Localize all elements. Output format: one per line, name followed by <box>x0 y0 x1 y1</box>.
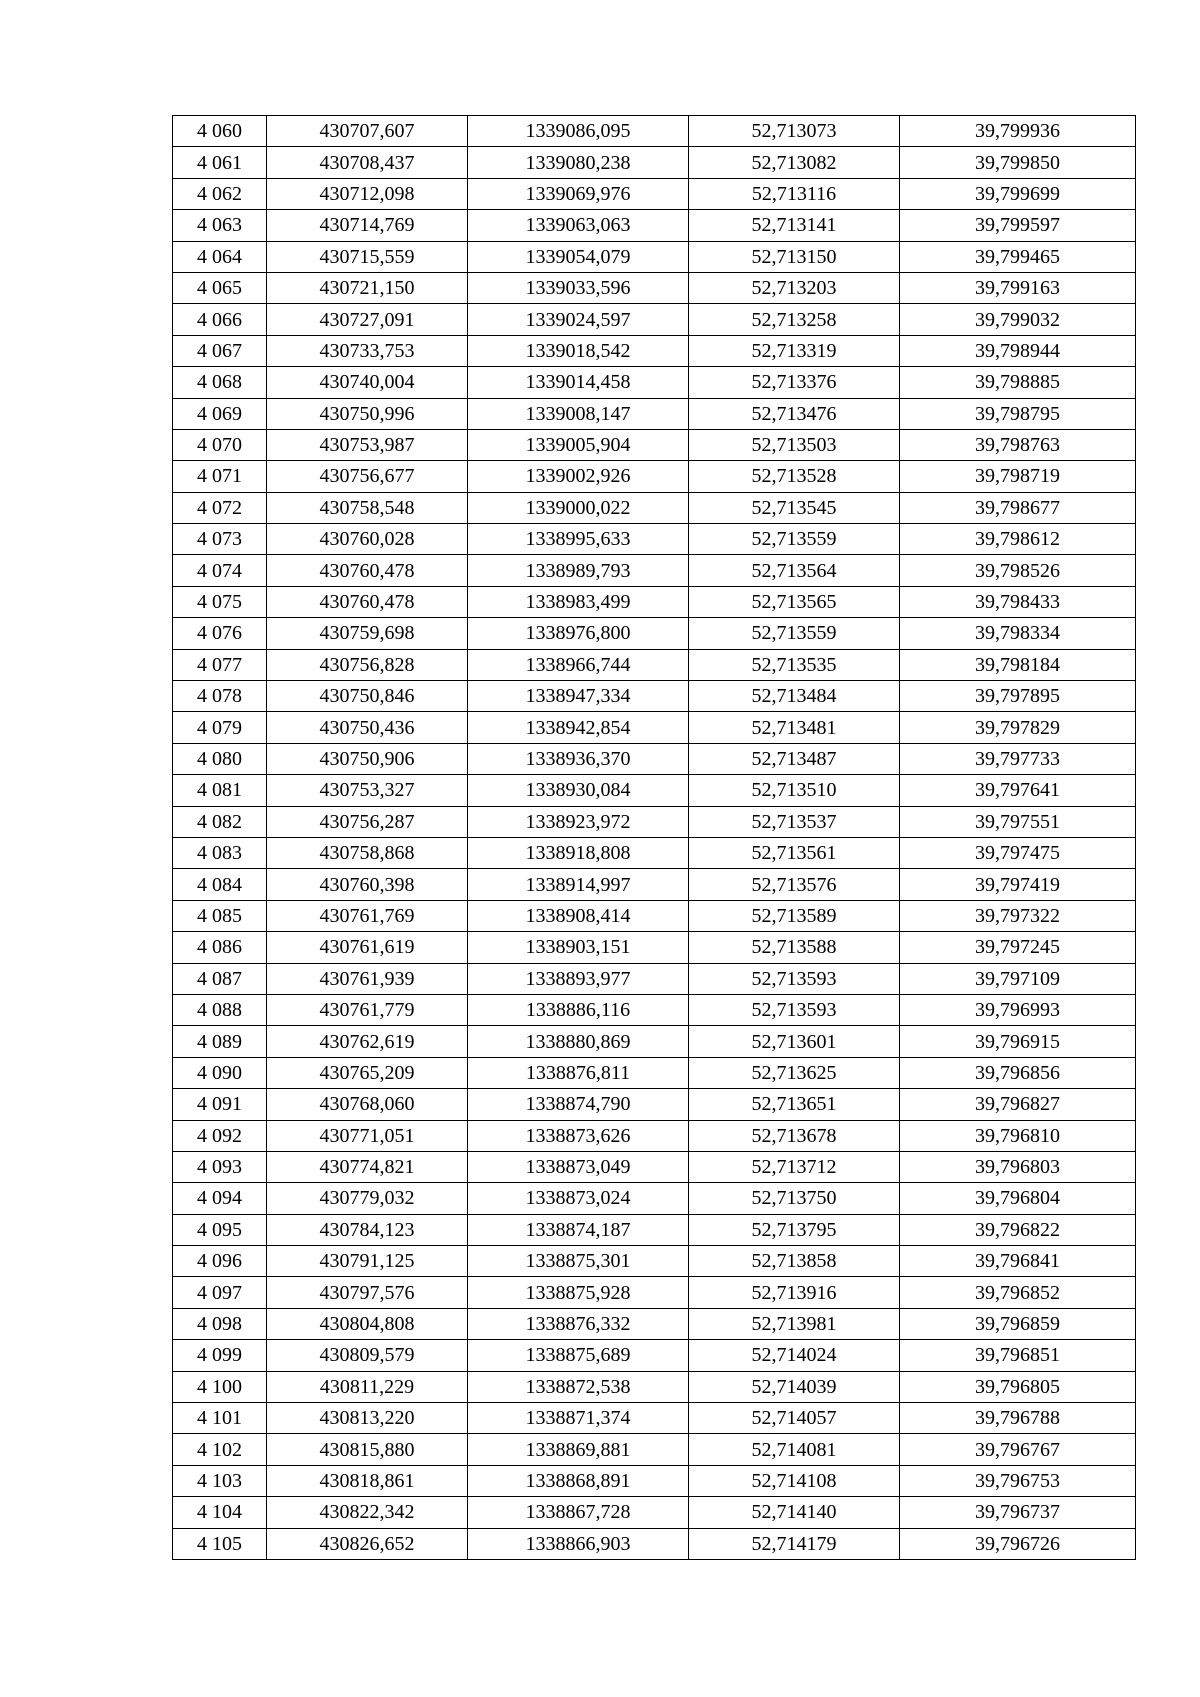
point-number-cell: 4 066 <box>173 304 267 335</box>
latitude-cell: 52,713588 <box>689 932 900 963</box>
y-coordinate-cell: 1338867,728 <box>468 1497 689 1528</box>
y-coordinate-cell: 1338947,334 <box>468 681 689 712</box>
y-coordinate-cell: 1338871,374 <box>468 1403 689 1434</box>
table-row <box>173 712 1136 743</box>
table-row <box>173 461 1136 492</box>
table-row <box>173 775 1136 806</box>
point-number-cell: 4 102 <box>173 1434 267 1465</box>
longitude-cell: 39,799699 <box>900 178 1136 209</box>
latitude-cell: 52,714108 <box>689 1465 900 1496</box>
point-number-cell: 4 071 <box>173 461 267 492</box>
longitude-cell: 39,798795 <box>900 398 1136 429</box>
longitude-cell: 39,796915 <box>900 1026 1136 1057</box>
longitude-cell: 39,799465 <box>900 241 1136 272</box>
table-row <box>173 272 1136 303</box>
latitude-cell: 52,713561 <box>689 837 900 868</box>
point-number-cell: 4 073 <box>173 524 267 555</box>
longitude-cell: 39,797475 <box>900 837 1136 868</box>
latitude-cell: 52,713503 <box>689 429 900 460</box>
longitude-cell: 39,796993 <box>900 994 1136 1025</box>
table-row <box>173 1151 1136 1182</box>
point-number-cell: 4 085 <box>173 900 267 931</box>
point-number-cell: 4 060 <box>173 116 267 147</box>
latitude-cell: 52,713916 <box>689 1277 900 1308</box>
longitude-cell: 39,798677 <box>900 492 1136 523</box>
y-coordinate-cell: 1338966,744 <box>468 649 689 680</box>
latitude-cell: 52,714024 <box>689 1340 900 1371</box>
point-number-cell: 4 074 <box>173 555 267 586</box>
table-row <box>173 524 1136 555</box>
latitude-cell: 52,714039 <box>689 1371 900 1402</box>
longitude-cell: 39,796788 <box>900 1403 1136 1434</box>
longitude-cell: 39,797419 <box>900 869 1136 900</box>
point-number-cell: 4 061 <box>173 147 267 178</box>
longitude-cell: 39,797109 <box>900 963 1136 994</box>
point-number-cell: 4 083 <box>173 837 267 868</box>
y-coordinate-cell: 1338874,790 <box>468 1089 689 1120</box>
y-coordinate-cell: 1338989,793 <box>468 555 689 586</box>
point-number-cell: 4 070 <box>173 429 267 460</box>
y-coordinate-cell: 1338942,854 <box>468 712 689 743</box>
point-number-cell: 4 105 <box>173 1528 267 1559</box>
latitude-cell: 52,713528 <box>689 461 900 492</box>
latitude-cell: 52,713576 <box>689 869 900 900</box>
latitude-cell: 52,713141 <box>689 210 900 241</box>
x-coordinate-cell: 430768,060 <box>267 1089 468 1120</box>
point-number-cell: 4 099 <box>173 1340 267 1371</box>
table-row <box>173 1340 1136 1371</box>
longitude-cell: 39,797829 <box>900 712 1136 743</box>
y-coordinate-cell: 1339008,147 <box>468 398 689 429</box>
x-coordinate-cell: 430822,342 <box>267 1497 468 1528</box>
table-row <box>173 492 1136 523</box>
longitude-cell: 39,798719 <box>900 461 1136 492</box>
y-coordinate-cell: 1339014,458 <box>468 367 689 398</box>
x-coordinate-cell: 430750,906 <box>267 743 468 774</box>
x-coordinate-cell: 430818,861 <box>267 1465 468 1496</box>
longitude-cell: 39,796859 <box>900 1308 1136 1339</box>
point-number-cell: 4 103 <box>173 1465 267 1496</box>
y-coordinate-cell: 1339086,095 <box>468 116 689 147</box>
longitude-cell: 39,799850 <box>900 147 1136 178</box>
table-row <box>173 1183 1136 1214</box>
longitude-cell: 39,798433 <box>900 586 1136 617</box>
point-number-cell: 4 092 <box>173 1120 267 1151</box>
longitude-cell: 39,798763 <box>900 429 1136 460</box>
x-coordinate-cell: 430758,868 <box>267 837 468 868</box>
point-number-cell: 4 086 <box>173 932 267 963</box>
table-row <box>173 963 1136 994</box>
table-row <box>173 1089 1136 1120</box>
longitude-cell: 39,796851 <box>900 1340 1136 1371</box>
longitude-cell: 39,799936 <box>900 116 1136 147</box>
table-row <box>173 586 1136 617</box>
y-coordinate-cell: 1338869,881 <box>468 1434 689 1465</box>
table-row <box>173 900 1136 931</box>
y-coordinate-cell: 1338918,808 <box>468 837 689 868</box>
longitude-cell: 39,798526 <box>900 555 1136 586</box>
table-row <box>173 932 1136 963</box>
y-coordinate-cell: 1339002,926 <box>468 461 689 492</box>
table-row <box>173 618 1136 649</box>
latitude-cell: 52,713750 <box>689 1183 900 1214</box>
point-number-cell: 4 094 <box>173 1183 267 1214</box>
y-coordinate-cell: 1339033,596 <box>468 272 689 303</box>
latitude-cell: 52,713593 <box>689 994 900 1025</box>
y-coordinate-cell: 1338873,049 <box>468 1151 689 1182</box>
table-row <box>173 367 1136 398</box>
y-coordinate-cell: 1338873,024 <box>468 1183 689 1214</box>
latitude-cell: 52,713535 <box>689 649 900 680</box>
latitude-cell: 52,713476 <box>689 398 900 429</box>
table-row <box>173 1026 1136 1057</box>
table-row <box>173 994 1136 1025</box>
y-coordinate-cell: 1339018,542 <box>468 335 689 366</box>
table-row <box>173 743 1136 774</box>
latitude-cell: 52,713712 <box>689 1151 900 1182</box>
y-coordinate-cell: 1338880,869 <box>468 1026 689 1057</box>
x-coordinate-cell: 430740,004 <box>267 367 468 398</box>
point-number-cell: 4 100 <box>173 1371 267 1402</box>
x-coordinate-cell: 430712,098 <box>267 178 468 209</box>
latitude-cell: 52,714179 <box>689 1528 900 1559</box>
x-coordinate-cell: 430815,880 <box>267 1434 468 1465</box>
point-number-cell: 4 087 <box>173 963 267 994</box>
y-coordinate-cell: 1339069,976 <box>468 178 689 209</box>
point-number-cell: 4 088 <box>173 994 267 1025</box>
x-coordinate-cell: 430760,478 <box>267 555 468 586</box>
table-row <box>173 116 1136 147</box>
latitude-cell: 52,713545 <box>689 492 900 523</box>
y-coordinate-cell: 1338872,538 <box>468 1371 689 1402</box>
latitude-cell: 52,713625 <box>689 1057 900 1088</box>
table-row <box>173 1246 1136 1277</box>
table-row <box>173 1277 1136 1308</box>
longitude-cell: 39,796852 <box>900 1277 1136 1308</box>
table-row <box>173 210 1136 241</box>
latitude-cell: 52,713510 <box>689 775 900 806</box>
latitude-cell: 52,713651 <box>689 1089 900 1120</box>
longitude-cell: 39,797245 <box>900 932 1136 963</box>
table-row <box>173 1528 1136 1559</box>
table-row <box>173 681 1136 712</box>
longitude-cell: 39,797551 <box>900 806 1136 837</box>
x-coordinate-cell: 430715,559 <box>267 241 468 272</box>
point-number-cell: 4 091 <box>173 1089 267 1120</box>
y-coordinate-cell: 1338875,301 <box>468 1246 689 1277</box>
x-coordinate-cell: 430813,220 <box>267 1403 468 1434</box>
x-coordinate-cell: 430721,150 <box>267 272 468 303</box>
longitude-cell: 39,797733 <box>900 743 1136 774</box>
point-number-cell: 4 075 <box>173 586 267 617</box>
table-row <box>173 147 1136 178</box>
y-coordinate-cell: 1338876,332 <box>468 1308 689 1339</box>
x-coordinate-cell: 430811,229 <box>267 1371 468 1402</box>
latitude-cell: 52,714140 <box>689 1497 900 1528</box>
longitude-cell: 39,797895 <box>900 681 1136 712</box>
point-number-cell: 4 062 <box>173 178 267 209</box>
latitude-cell: 52,713116 <box>689 178 900 209</box>
latitude-cell: 52,713481 <box>689 712 900 743</box>
latitude-cell: 52,713559 <box>689 524 900 555</box>
latitude-cell: 52,713564 <box>689 555 900 586</box>
x-coordinate-cell: 430756,287 <box>267 806 468 837</box>
longitude-cell: 39,797322 <box>900 900 1136 931</box>
point-number-cell: 4 079 <box>173 712 267 743</box>
longitude-cell: 39,796803 <box>900 1151 1136 1182</box>
point-number-cell: 4 077 <box>173 649 267 680</box>
latitude-cell: 52,713150 <box>689 241 900 272</box>
point-number-cell: 4 104 <box>173 1497 267 1528</box>
point-number-cell: 4 096 <box>173 1246 267 1277</box>
point-number-cell: 4 089 <box>173 1026 267 1057</box>
x-coordinate-cell: 430753,327 <box>267 775 468 806</box>
x-coordinate-cell: 430707,607 <box>267 116 468 147</box>
point-number-cell: 4 097 <box>173 1277 267 1308</box>
coordinates-table-body <box>173 116 1136 1560</box>
y-coordinate-cell: 1339080,238 <box>468 147 689 178</box>
table-row <box>173 837 1136 868</box>
table-row <box>173 555 1136 586</box>
x-coordinate-cell: 430761,779 <box>267 994 468 1025</box>
x-coordinate-cell: 430774,821 <box>267 1151 468 1182</box>
point-number-cell: 4 080 <box>173 743 267 774</box>
latitude-cell: 52,713484 <box>689 681 900 712</box>
point-number-cell: 4 101 <box>173 1403 267 1434</box>
x-coordinate-cell: 430791,125 <box>267 1246 468 1277</box>
x-coordinate-cell: 430753,987 <box>267 429 468 460</box>
longitude-cell: 39,796841 <box>900 1246 1136 1277</box>
y-coordinate-cell: 1338875,689 <box>468 1340 689 1371</box>
point-number-cell: 4 068 <box>173 367 267 398</box>
point-number-cell: 4 090 <box>173 1057 267 1088</box>
point-number-cell: 4 098 <box>173 1308 267 1339</box>
x-coordinate-cell: 430714,769 <box>267 210 468 241</box>
y-coordinate-cell: 1339024,597 <box>468 304 689 335</box>
latitude-cell: 52,713258 <box>689 304 900 335</box>
latitude-cell: 52,713073 <box>689 116 900 147</box>
latitude-cell: 52,713593 <box>689 963 900 994</box>
latitude-cell: 52,714057 <box>689 1403 900 1434</box>
latitude-cell: 52,713537 <box>689 806 900 837</box>
point-number-cell: 4 095 <box>173 1214 267 1245</box>
x-coordinate-cell: 430762,619 <box>267 1026 468 1057</box>
y-coordinate-cell: 1338983,499 <box>468 586 689 617</box>
longitude-cell: 39,798184 <box>900 649 1136 680</box>
y-coordinate-cell: 1338914,997 <box>468 869 689 900</box>
latitude-cell: 52,713203 <box>689 272 900 303</box>
y-coordinate-cell: 1338893,977 <box>468 963 689 994</box>
x-coordinate-cell: 430750,996 <box>267 398 468 429</box>
y-coordinate-cell: 1338903,151 <box>468 932 689 963</box>
x-coordinate-cell: 430733,753 <box>267 335 468 366</box>
x-coordinate-cell: 430756,677 <box>267 461 468 492</box>
latitude-cell: 52,713565 <box>689 586 900 617</box>
y-coordinate-cell: 1338868,891 <box>468 1465 689 1496</box>
x-coordinate-cell: 430750,436 <box>267 712 468 743</box>
longitude-cell: 39,798334 <box>900 618 1136 649</box>
y-coordinate-cell: 1338930,084 <box>468 775 689 806</box>
x-coordinate-cell: 430809,579 <box>267 1340 468 1371</box>
table-row <box>173 1434 1136 1465</box>
latitude-cell: 52,713678 <box>689 1120 900 1151</box>
x-coordinate-cell: 430765,209 <box>267 1057 468 1088</box>
latitude-cell: 52,713981 <box>689 1308 900 1339</box>
x-coordinate-cell: 430760,028 <box>267 524 468 555</box>
longitude-cell: 39,797641 <box>900 775 1136 806</box>
point-number-cell: 4 064 <box>173 241 267 272</box>
table-row <box>173 1214 1136 1245</box>
longitude-cell: 39,799597 <box>900 210 1136 241</box>
y-coordinate-cell: 1339000,022 <box>468 492 689 523</box>
longitude-cell: 39,796804 <box>900 1183 1136 1214</box>
table-row <box>173 1497 1136 1528</box>
point-number-cell: 4 067 <box>173 335 267 366</box>
x-coordinate-cell: 430727,091 <box>267 304 468 335</box>
table-row <box>173 304 1136 335</box>
point-number-cell: 4 093 <box>173 1151 267 1182</box>
y-coordinate-cell: 1338886,116 <box>468 994 689 1025</box>
y-coordinate-cell: 1338976,800 <box>468 618 689 649</box>
y-coordinate-cell: 1339063,063 <box>468 210 689 241</box>
x-coordinate-cell: 430804,808 <box>267 1308 468 1339</box>
longitude-cell: 39,796822 <box>900 1214 1136 1245</box>
table-row <box>173 1403 1136 1434</box>
latitude-cell: 52,713795 <box>689 1214 900 1245</box>
y-coordinate-cell: 1338874,187 <box>468 1214 689 1245</box>
x-coordinate-cell: 430797,576 <box>267 1277 468 1308</box>
latitude-cell: 52,713601 <box>689 1026 900 1057</box>
longitude-cell: 39,796827 <box>900 1089 1136 1120</box>
y-coordinate-cell: 1339005,904 <box>468 429 689 460</box>
y-coordinate-cell: 1338923,972 <box>468 806 689 837</box>
x-coordinate-cell: 430760,398 <box>267 869 468 900</box>
table-row <box>173 335 1136 366</box>
y-coordinate-cell: 1338876,811 <box>468 1057 689 1088</box>
table-row <box>173 241 1136 272</box>
table-row <box>173 1120 1136 1151</box>
point-number-cell: 4 063 <box>173 210 267 241</box>
x-coordinate-cell: 430758,548 <box>267 492 468 523</box>
point-number-cell: 4 076 <box>173 618 267 649</box>
x-coordinate-cell: 430750,846 <box>267 681 468 712</box>
point-number-cell: 4 069 <box>173 398 267 429</box>
x-coordinate-cell: 430760,478 <box>267 586 468 617</box>
table-row <box>173 398 1136 429</box>
y-coordinate-cell: 1338936,370 <box>468 743 689 774</box>
longitude-cell: 39,796737 <box>900 1497 1136 1528</box>
x-coordinate-cell: 430756,828 <box>267 649 468 680</box>
latitude-cell: 52,714081 <box>689 1434 900 1465</box>
point-number-cell: 4 082 <box>173 806 267 837</box>
y-coordinate-cell: 1338866,903 <box>468 1528 689 1559</box>
longitude-cell: 39,798885 <box>900 367 1136 398</box>
x-coordinate-cell: 430761,769 <box>267 900 468 931</box>
coordinates-table <box>172 115 1136 1560</box>
x-coordinate-cell: 430761,939 <box>267 963 468 994</box>
table-row <box>173 806 1136 837</box>
x-coordinate-cell: 430826,652 <box>267 1528 468 1559</box>
table-row <box>173 178 1136 209</box>
longitude-cell: 39,796767 <box>900 1434 1136 1465</box>
latitude-cell: 52,713858 <box>689 1246 900 1277</box>
longitude-cell: 39,796805 <box>900 1371 1136 1402</box>
point-number-cell: 4 081 <box>173 775 267 806</box>
x-coordinate-cell: 430708,437 <box>267 147 468 178</box>
x-coordinate-cell: 430779,032 <box>267 1183 468 1214</box>
latitude-cell: 52,713082 <box>689 147 900 178</box>
y-coordinate-cell: 1339054,079 <box>468 241 689 272</box>
point-number-cell: 4 065 <box>173 272 267 303</box>
latitude-cell: 52,713376 <box>689 367 900 398</box>
latitude-cell: 52,713589 <box>689 900 900 931</box>
table-row <box>173 429 1136 460</box>
x-coordinate-cell: 430784,123 <box>267 1214 468 1245</box>
longitude-cell: 39,799163 <box>900 272 1136 303</box>
longitude-cell: 39,798944 <box>900 335 1136 366</box>
longitude-cell: 39,796753 <box>900 1465 1136 1496</box>
point-number-cell: 4 072 <box>173 492 267 523</box>
longitude-cell: 39,796856 <box>900 1057 1136 1088</box>
y-coordinate-cell: 1338875,928 <box>468 1277 689 1308</box>
x-coordinate-cell: 430759,698 <box>267 618 468 649</box>
y-coordinate-cell: 1338995,633 <box>468 524 689 555</box>
longitude-cell: 39,798612 <box>900 524 1136 555</box>
table-row <box>173 1308 1136 1339</box>
point-number-cell: 4 078 <box>173 681 267 712</box>
latitude-cell: 52,713319 <box>689 335 900 366</box>
table-row <box>173 1465 1136 1496</box>
latitude-cell: 52,713559 <box>689 618 900 649</box>
longitude-cell: 39,796810 <box>900 1120 1136 1151</box>
y-coordinate-cell: 1338908,414 <box>468 900 689 931</box>
x-coordinate-cell: 430771,051 <box>267 1120 468 1151</box>
point-number-cell: 4 084 <box>173 869 267 900</box>
table-row <box>173 649 1136 680</box>
table-row <box>173 869 1136 900</box>
longitude-cell: 39,796726 <box>900 1528 1136 1559</box>
latitude-cell: 52,713487 <box>689 743 900 774</box>
longitude-cell: 39,799032 <box>900 304 1136 335</box>
table-row <box>173 1057 1136 1088</box>
y-coordinate-cell: 1338873,626 <box>468 1120 689 1151</box>
x-coordinate-cell: 430761,619 <box>267 932 468 963</box>
table-row <box>173 1371 1136 1402</box>
